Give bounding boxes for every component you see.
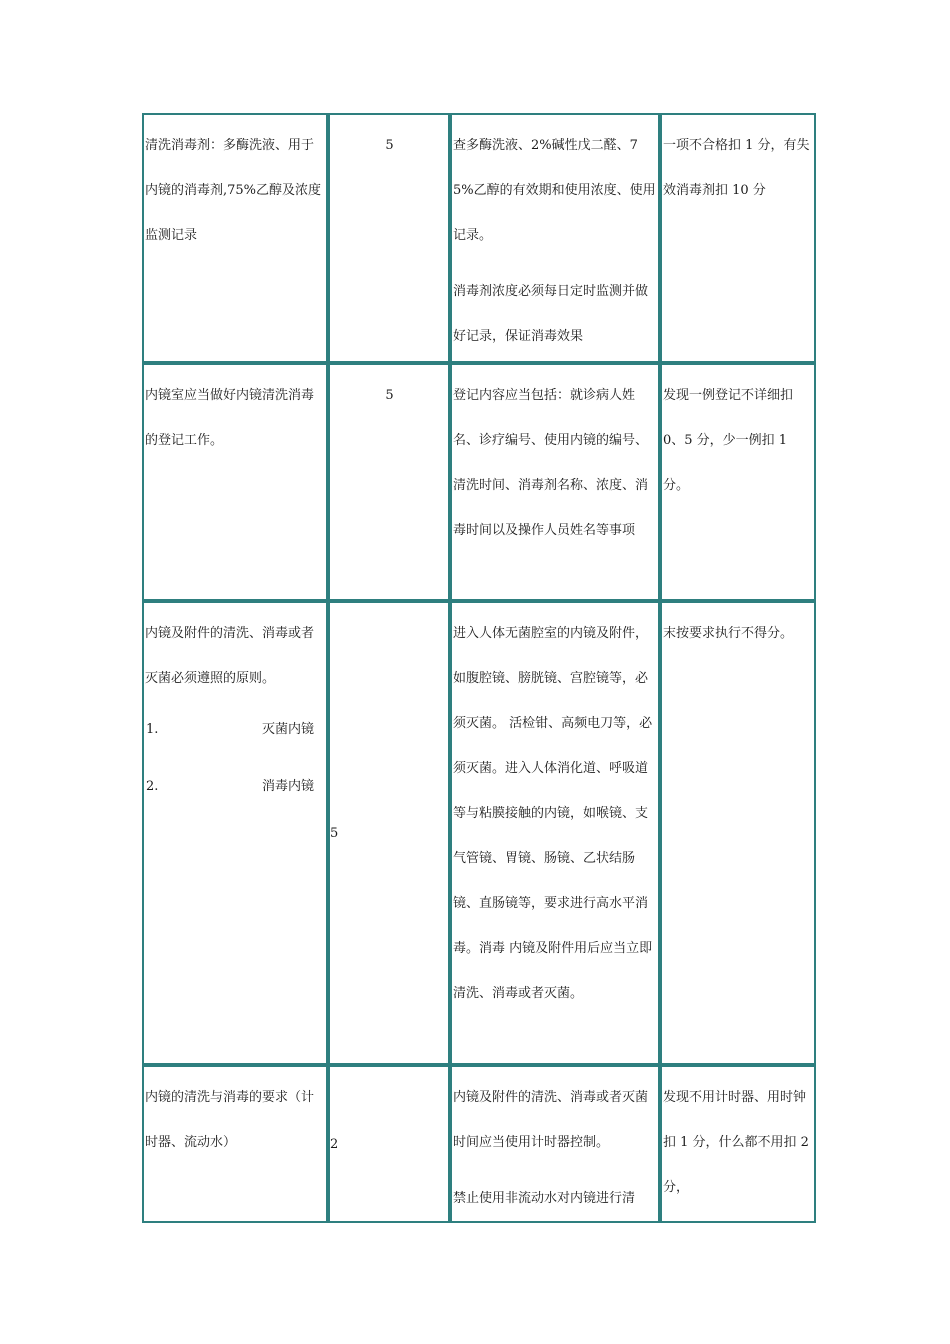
deduction-cell: 一项不合格扣 1 分，有失效消毒剂扣 10 分	[660, 113, 816, 363]
method-cell	[450, 1065, 660, 1223]
item-cell: 内镜室应当做好内镜清洗消毒的登记工作。	[142, 363, 328, 601]
list-item	[146, 701, 314, 758]
method-paragraph: 登记内容应当包括：就诊病人姓名、诊疗编号、使用内镜的编号、清洗时间、消毒剂名称、浓度、消毒时间以及操作人员姓名等事项	[453, 388, 649, 538]
method-paragraph: 禁止使用非流动水对内镜进行清	[453, 1191, 636, 1206]
list-text: 消毒内镜	[261, 779, 314, 794]
table-row	[142, 113, 816, 363]
deduction-cell: 发现不用计时器、用时钟扣 1 分，什么都不用扣 2 分，	[660, 1065, 816, 1223]
score-cell: 2	[328, 1065, 450, 1223]
score-cell: 5	[328, 113, 450, 363]
deduction-cell: 发现一例登记不详细扣 0、5 分，少一例扣 1 分。	[660, 363, 816, 601]
inspection-table	[142, 113, 816, 1223]
score-cell: 5	[328, 601, 450, 1065]
table-row	[142, 601, 816, 1065]
item-cell: 清洗消毒剂：多酶洗液、用于内镜的消毒剂,75%乙醇及浓度监测记录	[142, 113, 328, 363]
list-number: 1.	[146, 722, 159, 737]
method-paragraph: 消毒剂浓度必须每日定时监测并做好记录，保证消毒效果	[453, 284, 649, 344]
principle-list	[145, 701, 326, 815]
list-text: 灭菌内镜	[261, 722, 314, 737]
method-paragraph: 内镜及附件的清洗、消毒或者灭菌时间应当使用计时器控制。	[453, 1090, 649, 1150]
method-cell	[450, 113, 660, 363]
method-cell	[450, 601, 660, 1065]
method-paragraph: 查多酶洗液、2%碱性戊二醛、75%乙醇的有效期和使用浓度、使用记录。	[453, 138, 656, 243]
deduction-cell: 末按要求执行不得分。	[660, 601, 816, 1065]
method-paragraph: 进入人体无菌腔室的内镜及附件，如腹腔镜、膀胱镜、宫腔镜等，必须灭菌。 活检钳、高频电刀等，必须灭菌。进入人体消化道、呼吸道等与粘膜接触的内镜，如喉镜、支气管镜、胃镜、肠镜、乙状结肠镜、直肠镜等，要求进行高水平消毒。消毒 内镜及附件用后应当立即清洗、消毒或者灭菌。	[453, 626, 653, 1001]
list-item	[146, 758, 314, 815]
method-cell	[450, 363, 660, 601]
score-cell: 5	[328, 363, 450, 601]
table-row	[142, 1065, 816, 1223]
item-text: 内镜及附件的清洗、消毒或者灭菌必须遵照的原则。	[145, 626, 315, 686]
table-row	[142, 363, 816, 601]
list-number: 2.	[146, 779, 159, 794]
item-cell	[142, 601, 328, 1065]
item-cell: 内镜的清洗与消毒的要求（计时器、流动水）	[142, 1065, 328, 1223]
